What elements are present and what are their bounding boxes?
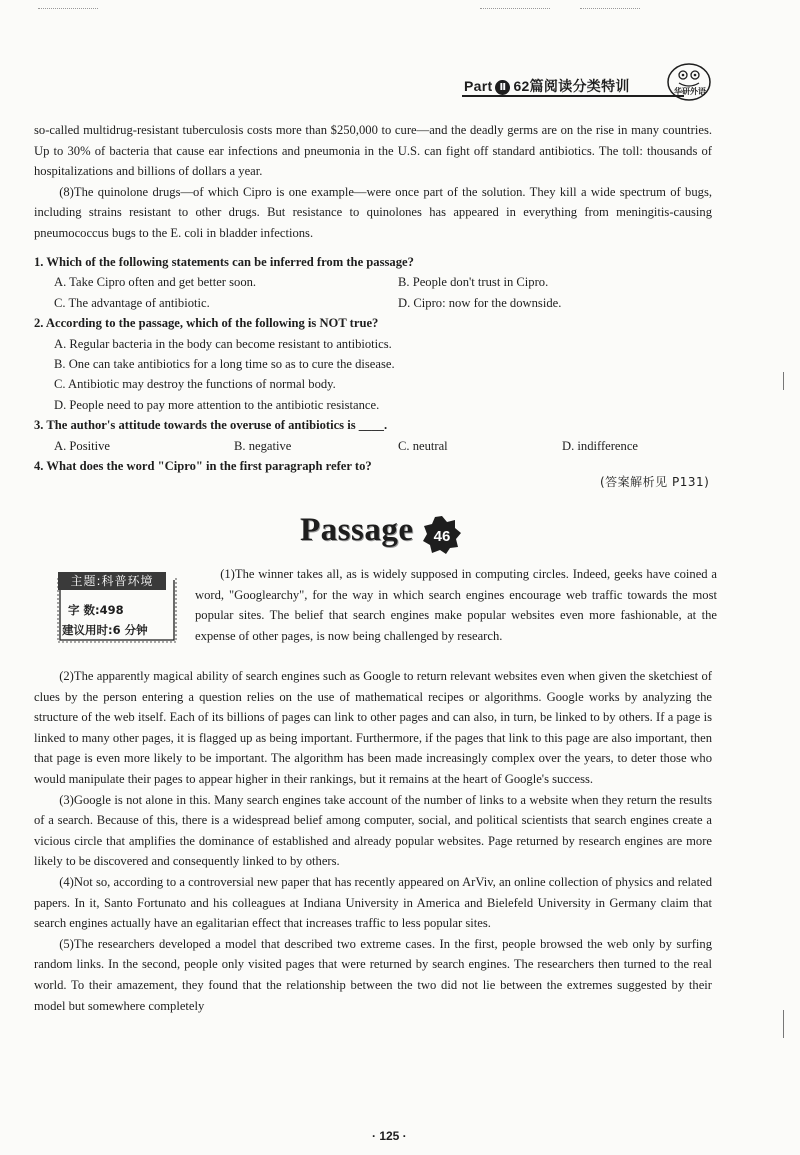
option-b: B. One can take antibiotics for a long time so as to cure the disease. [54,357,395,371]
paragraph: (8)The quinolone drugs—of which Cipro is one example—were once part of the solution. They kill a wide spectrum of bugs, including strains resistant to other drugs. But resistance to quinolones has appeared in everything from meningitis-causing pneumococcus bugs to the E. coli in bladder infections. [34,184,712,240]
passage-title: Passage [300,512,414,548]
passage-paragraph-1 [195,564,717,646]
word-count: 字 数:498 [68,603,124,617]
paragraph: (3)Google is not alone in this. Many search engines take account of the number of links to a website when they return the results of a search. Because of this, there is a widespread belief among computer, social, and political scientists that search engines create a vicious circle that amplifies the dominance of established and already popular websites. Page returned by research engines are more likely to be discovered and consequently linked to by others. [34,792,712,869]
option-d: D. indifference [562,438,638,453]
passage-number: 46 [433,528,451,545]
question-stem: 4. What does the word "Cipro" in the first paragraph refer to? [34,459,372,474]
paragraph: (2)The apparently magical ability of search engines such as Google to return relevant websites even when given the sketchiest of clues by the person entering a question relies on the use of mathematical recipes or algorithms. Google works by analyzing the structure of the web itself. Each of its billions of pages can link to other pages and can also, in turn, be linked to by others. If a page is linked to many other pages, it is flagged up as being important. Furthermore, if the pages that link to this page are also important, then that page is even more likely to be important. The algorithm has been made increasingly complex over the years, to deter those who would manipulate their pages to appear higher in their rankings, but it remains at the heart of Google's success. [34,669,712,786]
option-c: C. Antibiotic may destroy the functions of normal body. [54,377,336,392]
option-row [34,436,714,456]
answer-reference: (答案解析见 P131) [600,475,710,489]
option-row [34,293,714,313]
page-header [0,0,800,110]
question-list [34,252,714,476]
header-rule [462,95,684,97]
option-row [34,272,714,292]
question-stem: 3. The author's attitude towards the overuse of antibiotics is ____. [34,418,388,433]
suggested-time: 建议用时:6 分钟 [62,623,148,637]
option-b: B. negative [234,438,292,453]
option-c: C. neutral [398,438,448,453]
option-d: D. People need to pay more attention to the antibiotic resistance. [54,397,380,412]
passage-body [34,666,712,1016]
question-stem: 1. Which of the following statements can be inferred from the passage? [34,255,414,269]
question-stem: 2. According to the passage, which of the following is NOT true? [34,316,379,331]
continued-passage [34,120,712,244]
option-d: D. Cipro: now for the downside. [398,295,562,310]
margin-mark [783,372,784,390]
passage-number-badge [422,515,462,555]
option-a: A. Regular bacteria in the body can become resistant to antibiotics. [54,336,392,351]
paragraph: (4)Not so, according to a controversial new paper that has recently appeared on ArViv, an online collection of physics and related papers. In it, Santo Fortunato and his colleagues at Indiana University in America and Bielefeld University in Germany claim that search engines actually have an egalitarian effect that increases traffic to less popular sites. [34,874,712,931]
option-c: C. The advantage of antibiotic. [54,295,210,310]
paragraph: (5)The researchers developed a model that described two extreme cases. In the first, people browsed the web only by surfing random links. In the second, people only visited pages that were returned by search engines. The researchers then turned to the real world. To their amazement, they found that the relationship between the two did not lie between the extremes suggested by their model but somewhere completely [34,936,712,1013]
option-a: A. Positive [54,438,110,453]
option-a: A. Take Cipro often and get better soon. [54,275,257,290]
topic-tag: 主题:科普环境 [58,572,166,590]
header-title [464,76,630,96]
part-label: Part [464,78,493,94]
section-title: 62篇阅读分类特训 [513,78,630,94]
option-b: B. People don't trust in Cipro. [398,275,549,290]
part-number-badge: Ⅱ [495,80,510,95]
paragraph: (1)The winner takes all, as is widely supposed in computing circles. Indeed, geeks have coined a word, "Googlearchy", for the way in which search engines encourage web traffic towards the most popular sites. The belief that search engines make popular websites even more fashionable, at the expense of other pages, is now being challenged by research. [195,567,717,643]
paragraph: so-called multidrug-resistant tuberculosis costs more than $250,000 to cure—and the deadly germs are on the rise in many countries. Up to 30% of bacteria that cause ear infections and pneumonia in the U.S. can fight off standard antibiotics. The toll: thousands of hospitalizations and billions of dollars a year. [34,123,712,179]
margin-mark [783,1010,784,1038]
publisher-logo-text: 华研外语 [674,87,706,96]
page-number: · 125 · [372,1129,407,1143]
